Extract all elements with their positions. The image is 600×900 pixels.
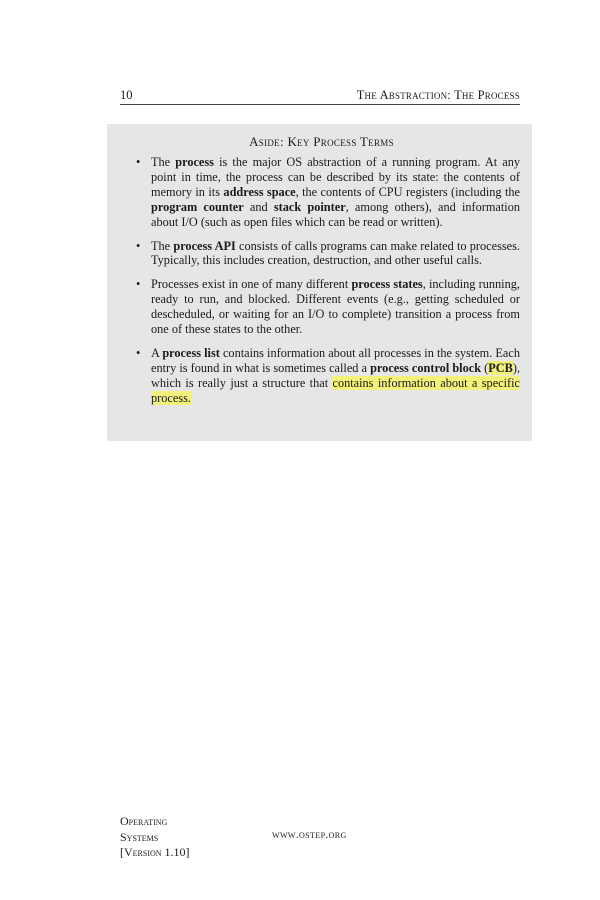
bold-term: process — [175, 155, 214, 169]
text-run: consists of calls programs can make related to processes. Typically, this includes creation, destruction, and other useful calls. — [151, 238, 520, 268]
highlighted-text: contains information about a specific process. — [151, 375, 520, 405]
text-run: and — [243, 199, 274, 214]
term-item — [123, 239, 520, 269]
term-item — [123, 155, 520, 230]
bold-term: stack pointer — [273, 199, 346, 214]
running-title: The Abstraction: The Process — [356, 88, 520, 102]
text-run: ), which is really just a structure that — [151, 360, 521, 390]
bullet-icon: • — [136, 345, 141, 360]
footer-line-3: [Version 1.10] — [120, 845, 190, 859]
term-text — [151, 277, 520, 336]
footer-url: www.ostep.org — [272, 829, 347, 841]
text-run: The — [151, 238, 174, 253]
bold-term: process control block — [370, 360, 482, 375]
text-run: , the contents of CPU registers (including the — [295, 184, 520, 199]
text-run: Processes exist in one of many different — [151, 277, 352, 292]
term-item — [123, 346, 520, 406]
page-header — [120, 88, 520, 105]
highlighted-text: PCB — [488, 360, 513, 375]
bullet-icon: • — [136, 238, 141, 253]
text-run: is the major OS abstraction of a running program. At any point in time, the process can be described by its state: the contents of memory in its — [151, 155, 520, 199]
bullet-icon: • — [136, 277, 141, 292]
text-run: , among others), and information about I/O (such as open files which can be read or written). — [151, 199, 521, 229]
footer-line-1: Operating — [120, 814, 168, 828]
text-run: The — [151, 155, 176, 169]
footer-line-2: Systems — [120, 829, 159, 844]
bold-term: process states — [351, 277, 423, 292]
term-list — [123, 155, 520, 406]
text-run: contains information about all processes in the system. Each entry is found in what is sometimes called a — [151, 345, 520, 375]
aside-box — [107, 124, 532, 441]
bold-term: process API — [173, 238, 236, 253]
bold-term: process list — [162, 345, 220, 360]
bold-term: program counter — [151, 199, 244, 214]
term-text — [151, 346, 520, 405]
footer-book-info — [120, 814, 190, 861]
page-number: 10 — [120, 88, 133, 102]
bullet-icon: • — [136, 155, 141, 169]
bold-term: address space — [223, 184, 296, 199]
term-text — [151, 155, 520, 229]
aside-title: Aside: Key Process Terms — [249, 134, 394, 149]
text-run: ( — [481, 360, 489, 375]
text-run: , including running, ready to run, and blocked. Different events (e.g., getting scheduled or descheduled, or waiting for an I/O to complete) transition a process from one of these states to the other. — [151, 277, 520, 337]
term-item — [123, 277, 520, 337]
text-run: A — [151, 345, 163, 360]
term-text — [151, 239, 520, 268]
